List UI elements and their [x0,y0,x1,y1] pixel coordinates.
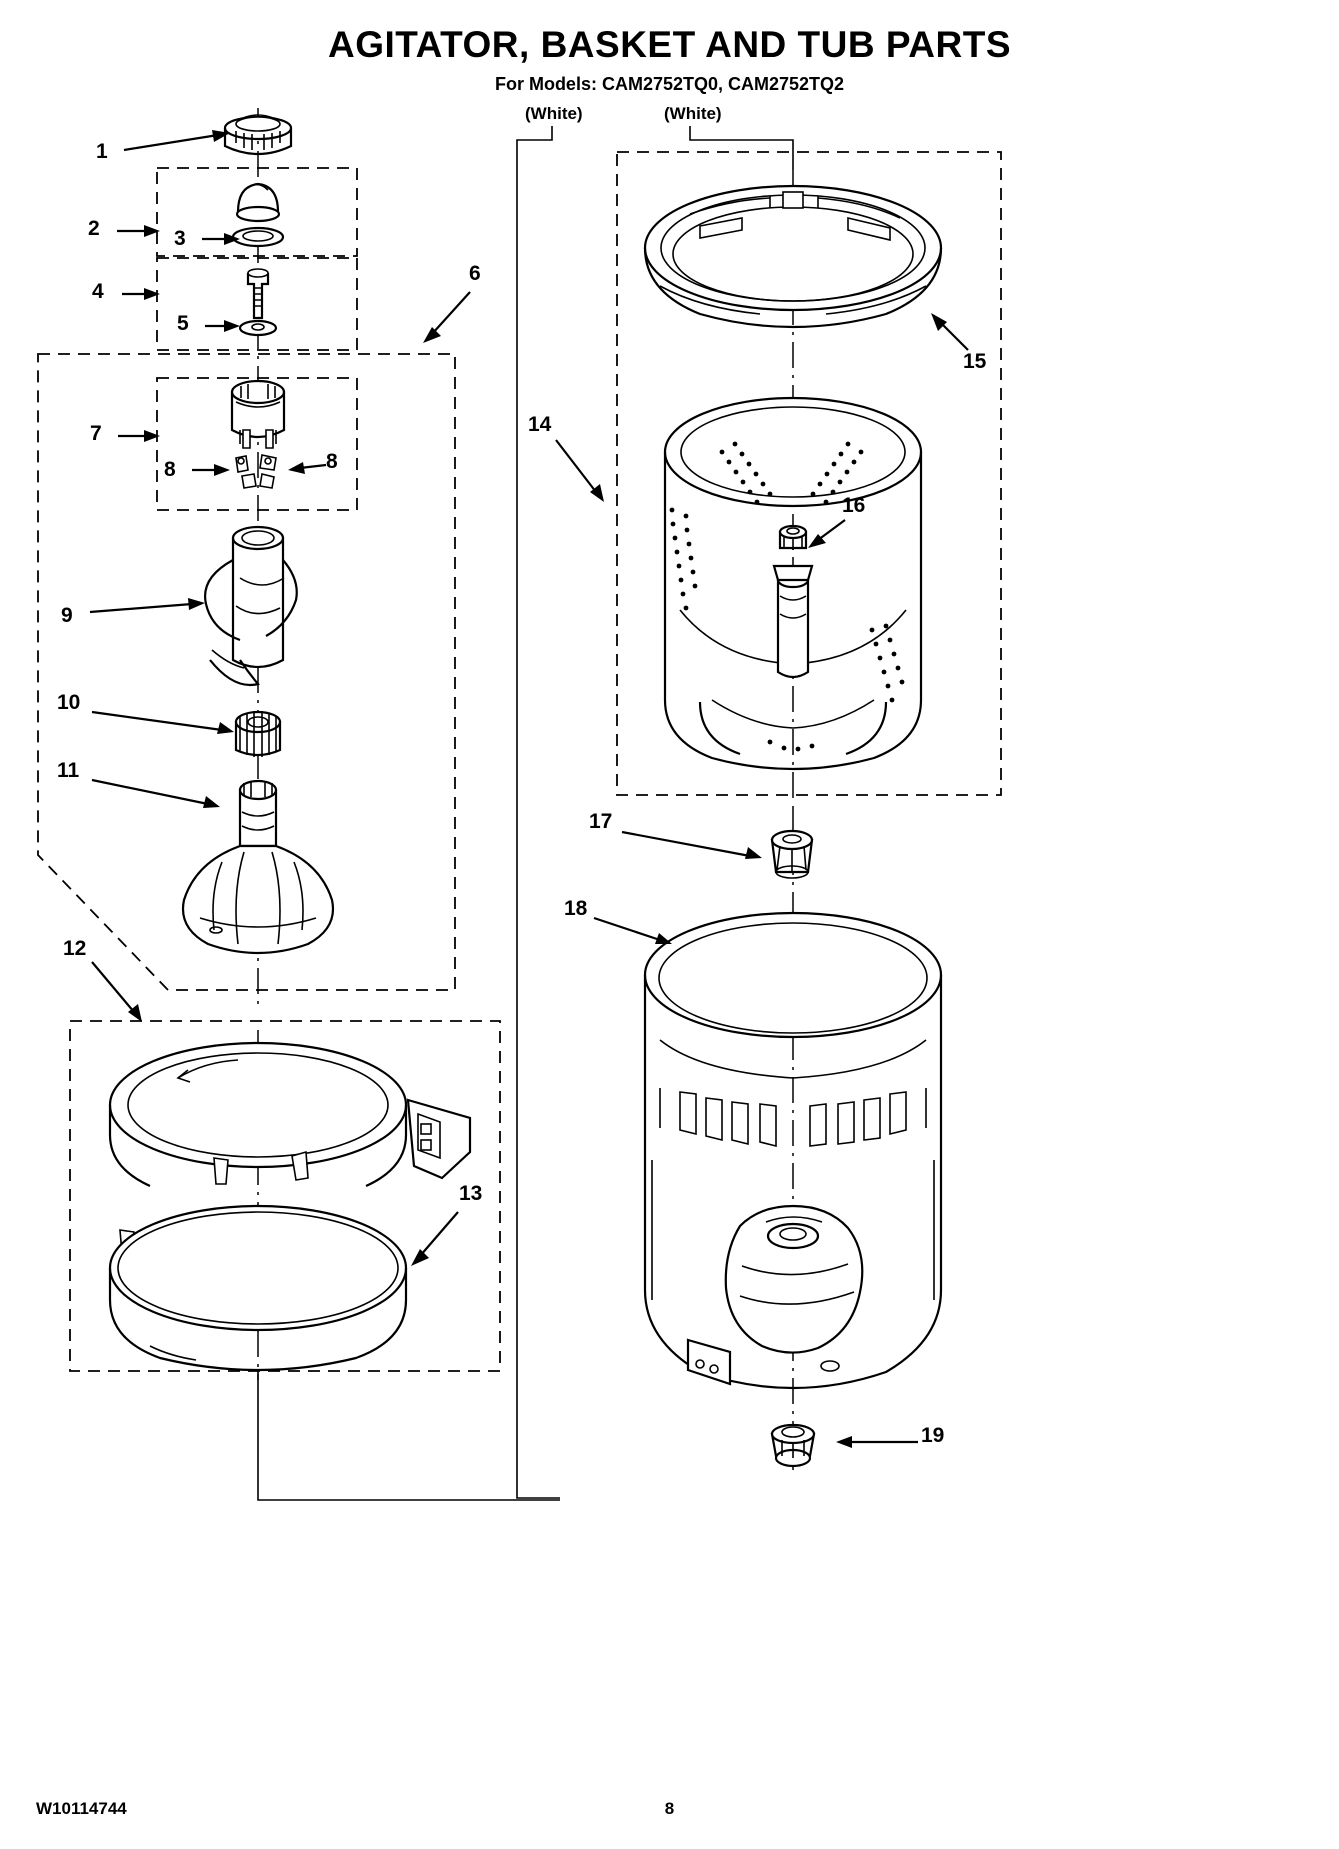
callout-13: 13 [459,1182,483,1205]
callout-6: 6 [469,262,481,285]
page-title: AGITATOR, BASKET AND TUB PARTS [327,24,1012,65]
callout-8-left: 8 [164,458,176,481]
callout-2: 2 [88,217,100,240]
color-label-left: (White) [525,104,583,123]
callout-10: 10 [57,691,81,714]
callout-7: 7 [90,422,102,445]
callout-16: 16 [842,494,866,517]
callout-11: 11 [57,759,80,782]
callout-14: 14 [528,413,552,436]
callout-19: 19 [921,1424,945,1447]
callout-18: 18 [564,897,588,920]
callout-17: 17 [589,810,613,833]
page-number: 8 [664,1799,675,1818]
callout-1: 1 [96,140,108,163]
callout-12: 12 [63,937,87,960]
document-number: W10114744 [36,1799,127,1818]
callout-9: 9 [61,604,73,627]
callout-3: 3 [174,227,186,250]
callout-8-right: 8 [326,450,338,473]
callout-5: 5 [177,312,189,335]
page-subtitle: For Models: CAM2752TQ0, CAM2752TQ2 [494,74,845,94]
color-label-right: (White) [664,104,722,123]
callout-4: 4 [92,280,104,303]
callout-15: 15 [963,350,987,373]
